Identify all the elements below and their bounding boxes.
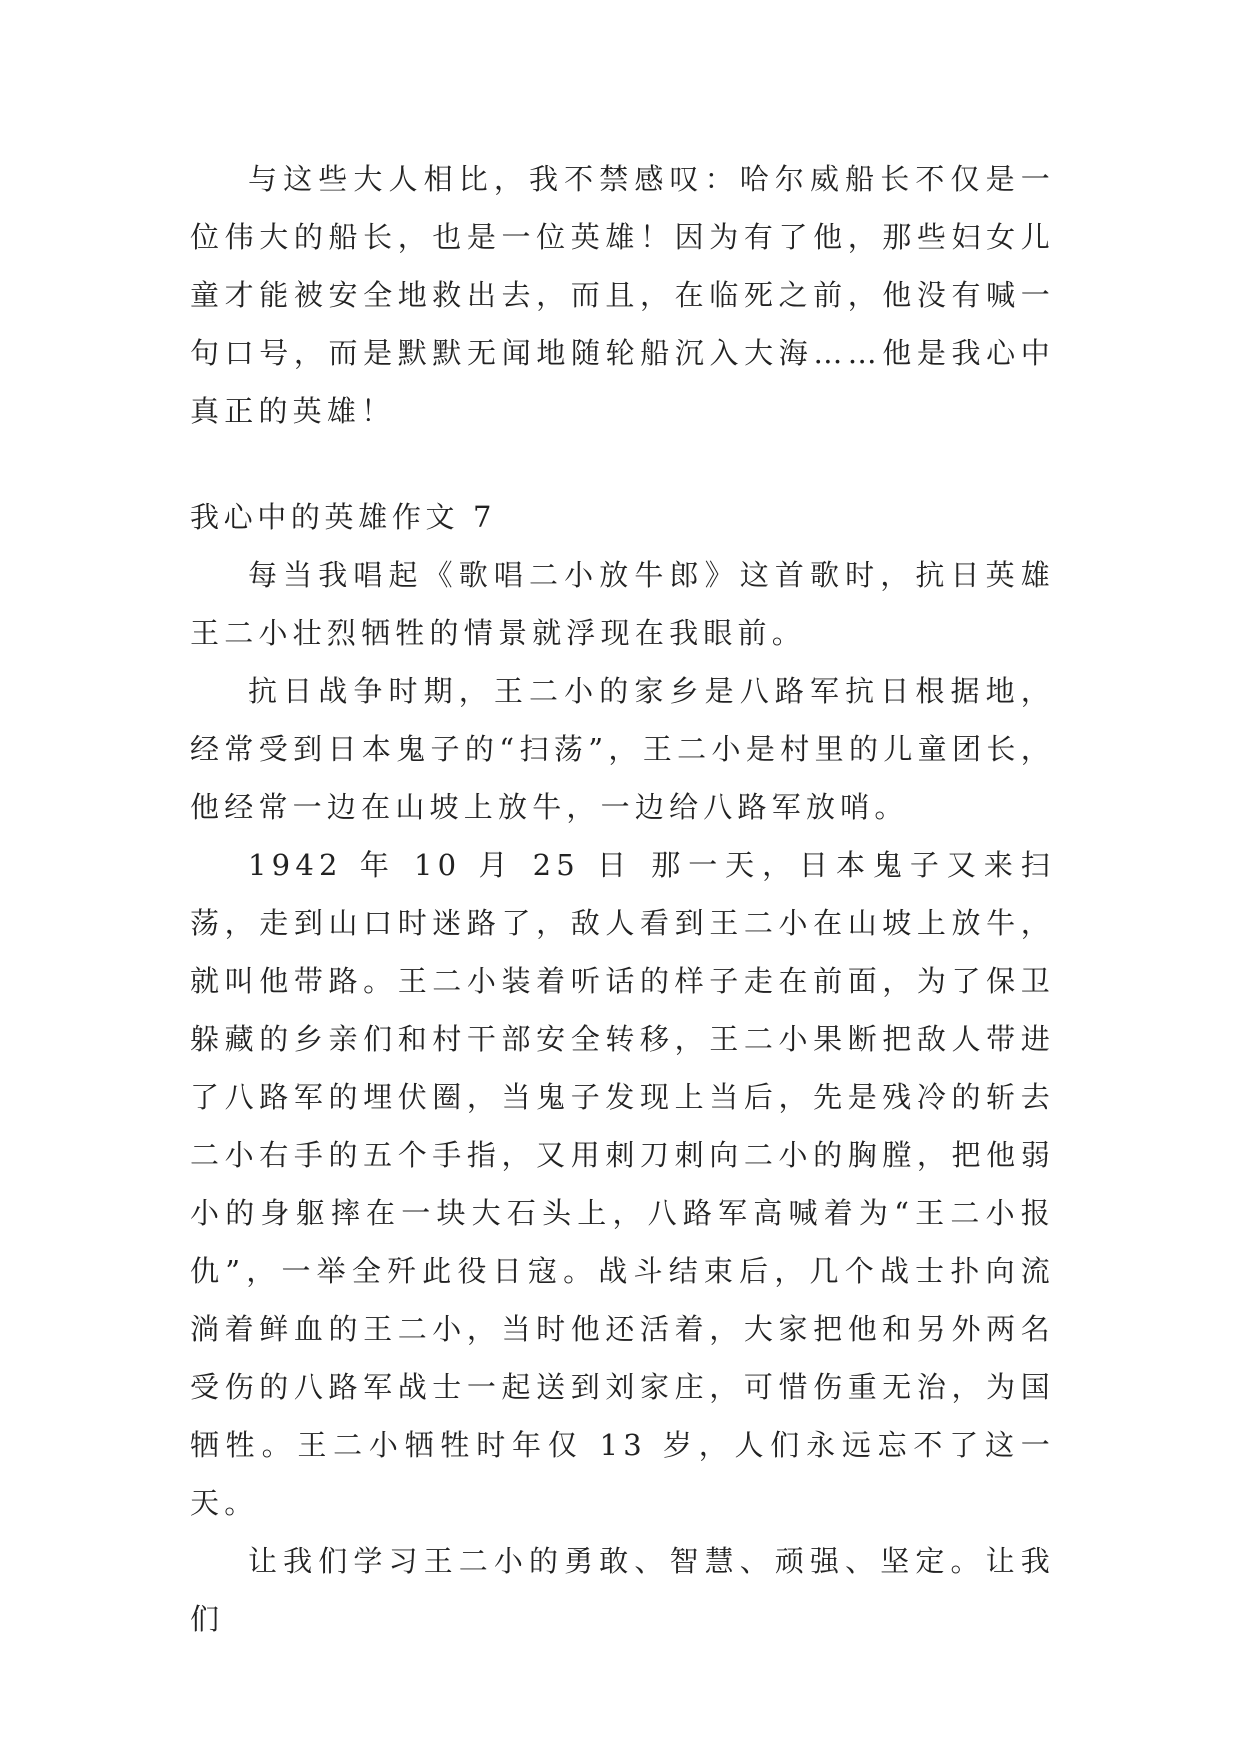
document-body [190, 150, 1055, 1648]
paragraph-4: 1942 年 10 月 25 日 那一天，日本鬼子又来扫荡，走到山口时迷路了，敌人看到王二小在山坡上放牛，就叫他带路。王二小装着听话的样子走在前面，为了保卫躲藏的乡亲们和村干部安全转移，王二小果断把敌人带进了八路军的埋伏圈，当鬼子发现上当后，先是残冷的斩去二小右手的五个手指，又用刺刀刺向二小的胸膛，把他弱小的身躯摔在一块大石头上，八路军高喊着为“王二小报仇”，一举全歼此役日寇。战斗结束后，几个战士扑向流淌着鲜血的王二小，当时他还活着，大家把他和另外两名受伤的八路军战士一起送到刘家庄，可惜伤重无治，为国牺牲。王二小牺牲时年仅 13 岁，人们永远忘不了这一天。 [190, 848, 1055, 1520]
paragraph-2: 每当我唱起《歌唱二小放牛郎》这首歌时，抗日英雄王二小壮烈牺牲的情景就浮现在我眼前。 [190, 558, 1055, 650]
paragraph-5: 让我们学习王二小的勇敢、智慧、顽强、坚定。让我们 [190, 1544, 1055, 1636]
paragraph-3: 抗日战争时期，王二小的家乡是八路军抗日根据地，经常受到日本鬼子的“扫荡”，王二小是村里的儿童团长，他经常一边在山坡上放牛，一边给八路军放哨。 [190, 674, 1055, 824]
paragraph-1: 与这些大人相比，我不禁感叹：哈尔威船长不仅是一位伟大的船长，也是一位英雄！因为有了他，那些妇女儿童才能被安全地救出去，而且，在临死之前，他没有喊一句口号，而是默默无闻地随轮船沉入大海……他是我心中真正的英雄！ [190, 162, 1055, 428]
section-heading: 我心中的英雄作文 7 [190, 500, 497, 534]
